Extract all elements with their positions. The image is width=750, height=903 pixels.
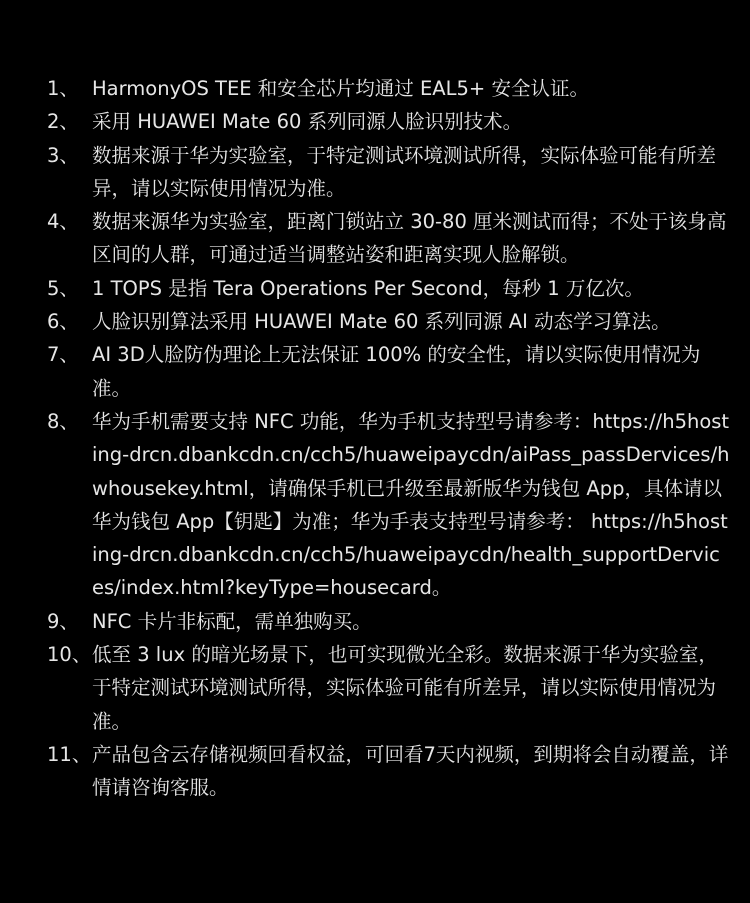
footnote-item <box>0 638 750 738</box>
footnote-number: 11、 <box>47 742 92 766</box>
footnote-text: 产品包含云存储视频回看权益，可回看7天内视频，到期将会自动覆盖，详情请咨询客服。 <box>92 742 729 800</box>
footnote-number: 10、 <box>47 643 92 667</box>
footnote-text: 数据来源于华为实验室，于特定测试环境测试所得，实际体验可能有所差异，请以实际使用情况为准。 <box>92 143 717 200</box>
footnote-text: 采用 HUAWEI Mate 60 系列同源人脸识别技术。 <box>92 110 523 134</box>
footnote-text: 1 TOPS 是指 Tera Operations Per Second，每秒 1 万亿次。 <box>92 276 644 300</box>
footnote-item <box>0 205 750 272</box>
footnote-item <box>0 338 750 405</box>
footnote-item <box>0 272 750 305</box>
footnote-text: 数据来源华为实验室，距离门锁站立 30-80 厘米测试而得；不处于该身高区间的人群，可通过适当调整站姿和距离实现人脸解锁。 <box>92 210 727 267</box>
footnote-number: 6、 <box>47 310 79 334</box>
footnote-number: 7、 <box>47 343 79 367</box>
footnote-item <box>0 72 750 105</box>
footnote-text: 华为手机需要支持 NFC 功能，华为手机支持型号请参考：https://h5hosting-drcn.dbankcdn.cn/cch5/huaweipaycdn/aiPass_passDervices/hwhousekey.html，请确保手机已升级至最新版华为钱包 App，具体请以华为钱包 App【钥匙】为准；华为手表支持型号请参考： https://h5hosting-drcn.dbankcdn.cn/cch5/huaweipaycdn/health_supportDervices/index.html?keyType=housecard。 <box>92 409 730 600</box>
footnote-item <box>0 405 750 605</box>
footnote-number: 9、 <box>47 609 79 633</box>
footnote-number: 8、 <box>47 409 79 433</box>
footnote-item <box>0 605 750 638</box>
footnote-item <box>0 139 750 206</box>
footnote-item <box>0 305 750 338</box>
footnote-text: AI 3D人脸防伪理论上无法保证 100% 的安全性，请以实际使用情况为准。 <box>92 343 701 400</box>
footnote-number: 4、 <box>47 210 79 234</box>
footnote-text: HarmonyOS TEE 和安全芯片均通过 EAL5+ 安全认证。 <box>92 77 589 100</box>
footnote-text: 低至 3 lux 的暗光场景下，也可实现微光全彩。数据来源于华为实验室，于特定测试环境测试所得，实际体验可能有所差异，请以实际使用情况为准。 <box>92 643 718 733</box>
footnote-item <box>0 105 750 138</box>
footnote-item <box>0 738 750 805</box>
footnote-number: 5、 <box>47 276 79 300</box>
footnotes-list <box>0 72 750 805</box>
footnote-text: NFC 卡片非标配，需单独购买。 <box>92 609 372 633</box>
footnote-number: 1、 <box>47 77 79 100</box>
footnote-text: 人脸识别算法采用 HUAWEI Mate 60 系列同源 AI 动态学习算法。 <box>92 310 671 334</box>
footnote-number: 2、 <box>47 110 79 134</box>
footnote-number: 3、 <box>47 143 79 167</box>
